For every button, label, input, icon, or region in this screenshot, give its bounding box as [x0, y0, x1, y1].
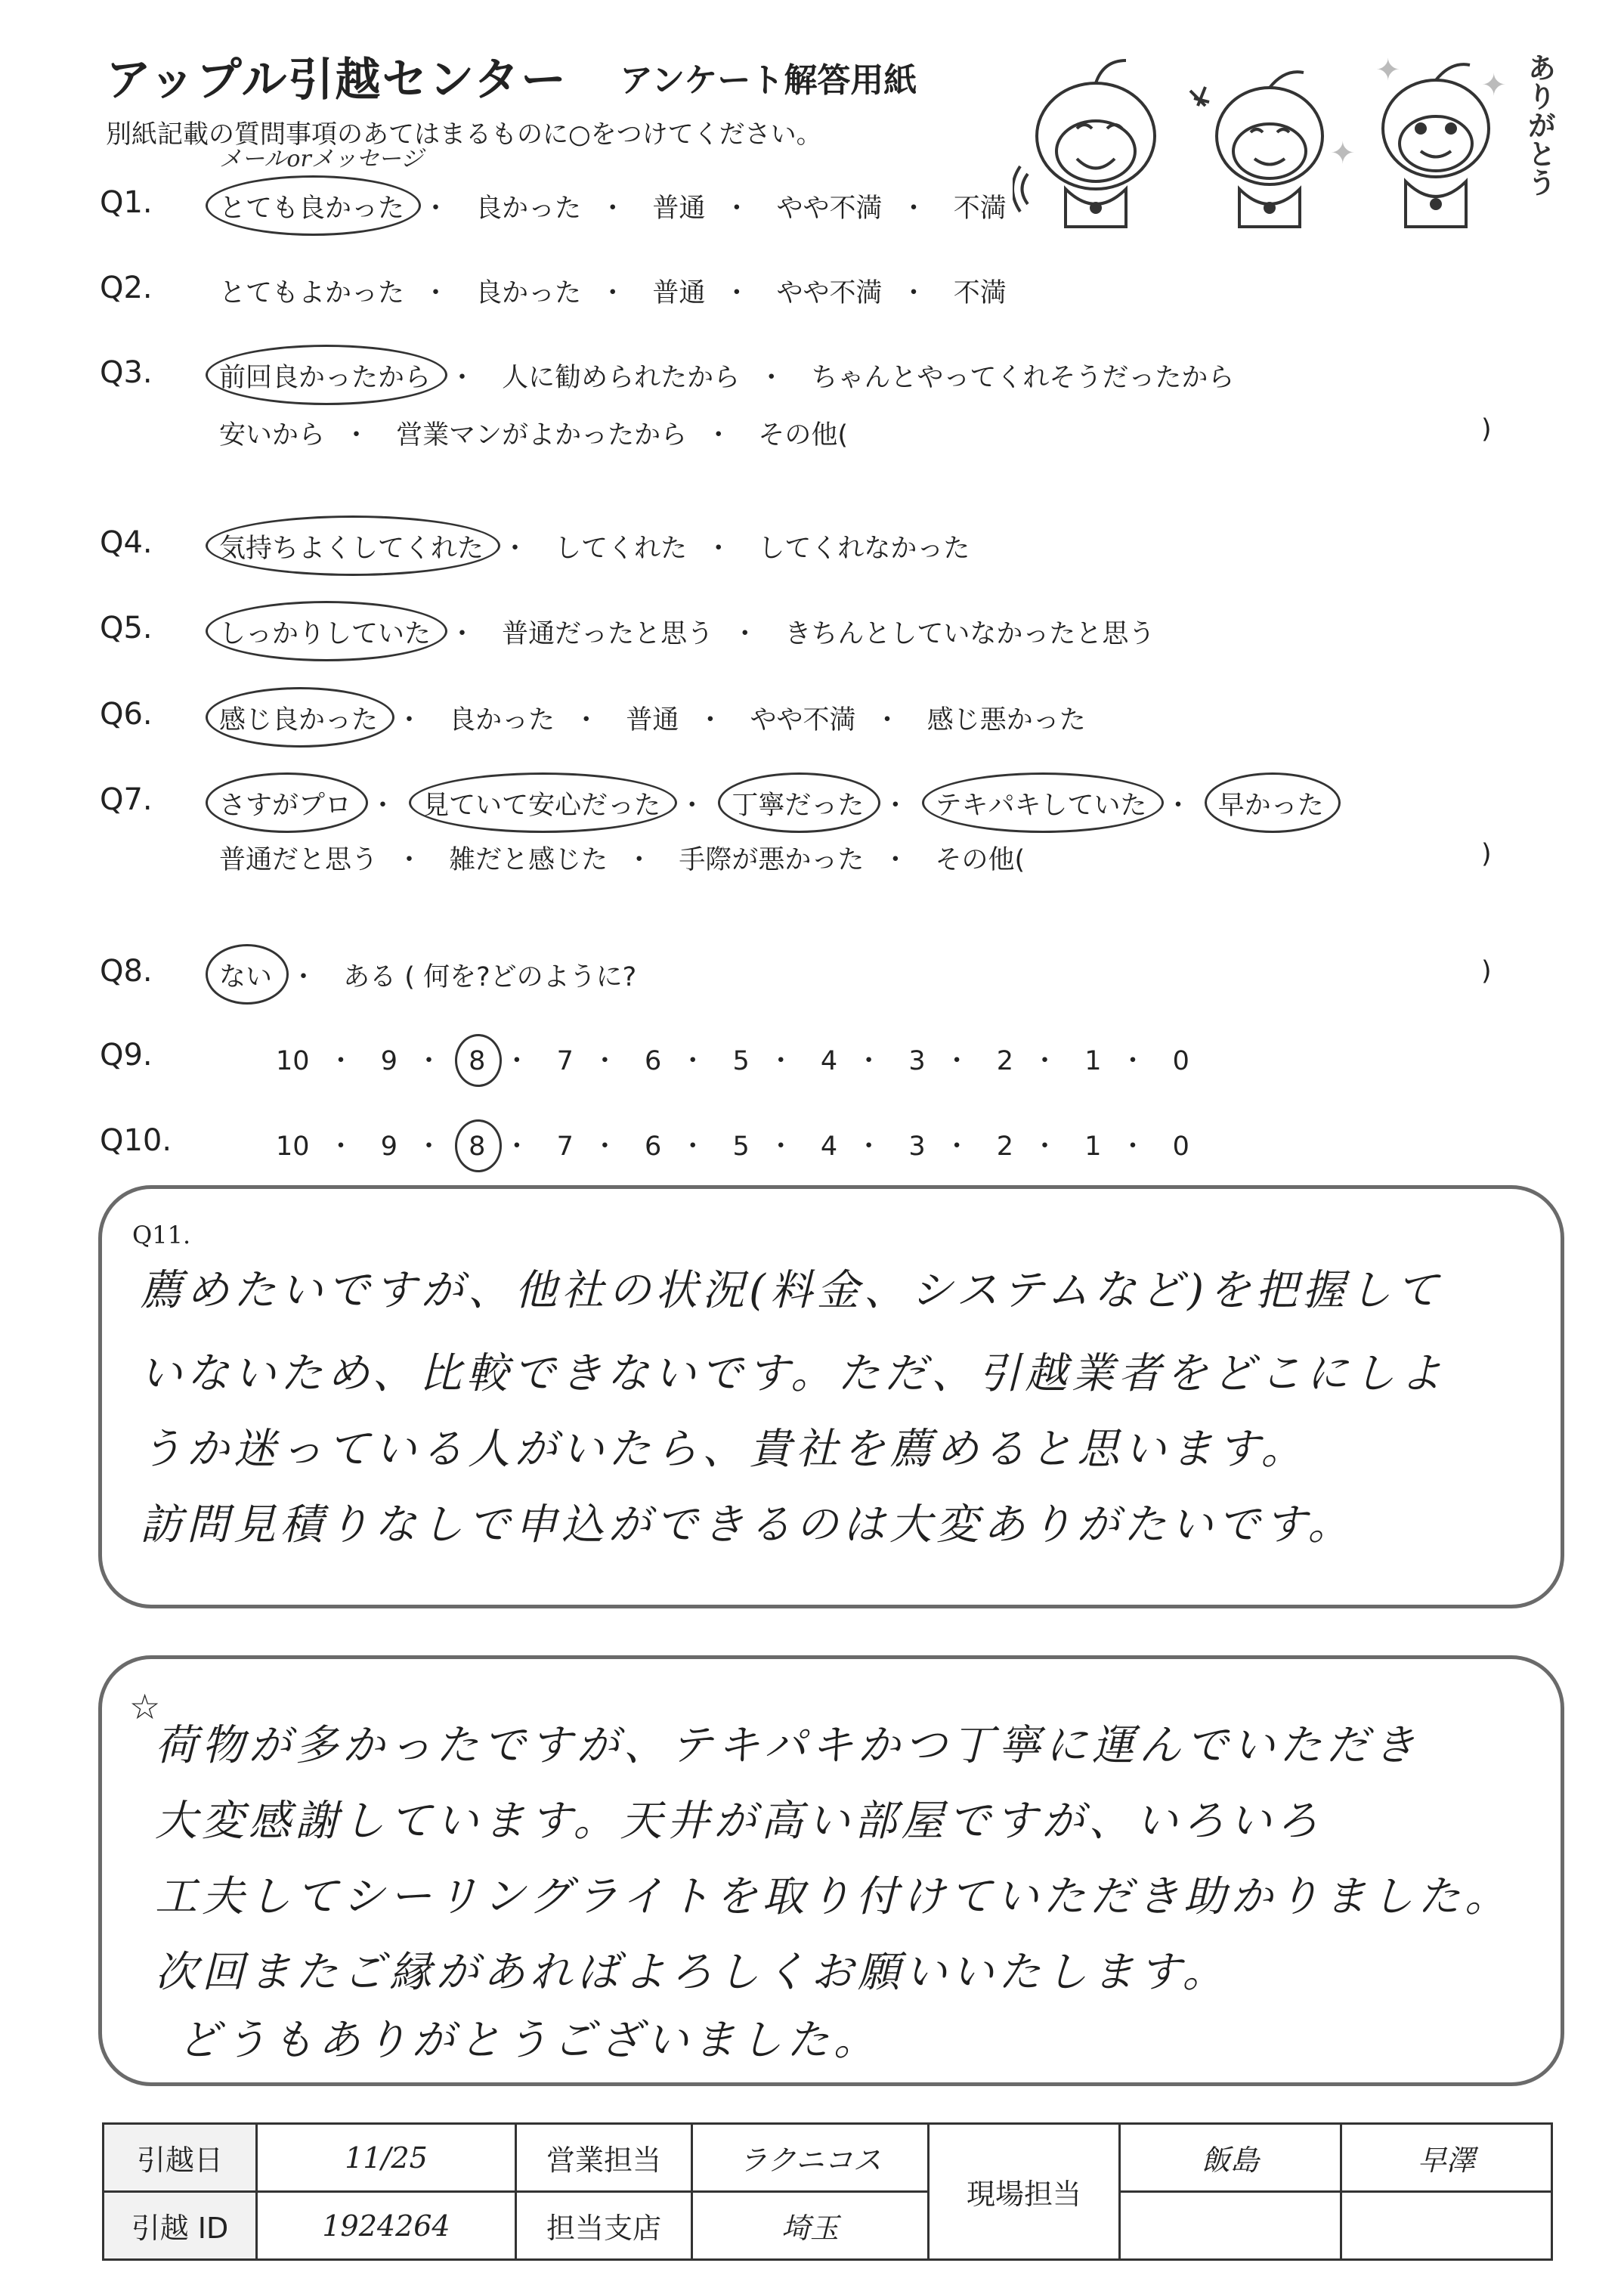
comment-line: 次回またご縁があればよろしくお願いいたします。: [155, 1948, 1230, 1997]
q3-option[interactable]: ちゃんとやってくれそうだったから: [811, 363, 1235, 393]
q9-score[interactable]: 2: [996, 1046, 1014, 1076]
q6-options: 感じ良かった ・ 良かった ・ 普通 ・ やや不満 ・ 感じ悪かった: [219, 699, 1086, 737]
q1-option[interactable]: やや不満: [776, 193, 883, 224]
q11-answer-box[interactable]: [98, 1185, 1564, 1608]
q10-score[interactable]: 10: [276, 1132, 310, 1162]
q10-score[interactable]: 9: [380, 1132, 397, 1162]
q10-scale: 10 ・ 9 ・ 8 ・ 7 ・ 6 ・ 5 ・ 4 ・ 3 ・ 2 ・ 1 ・ 0: [276, 1132, 1189, 1162]
q3-option[interactable]: 前回良かったから: [219, 357, 431, 395]
q6-option[interactable]: 感じ悪かった: [926, 705, 1086, 735]
sparkle-icon: ✦: [1375, 53, 1401, 88]
q9-score[interactable]: 4: [820, 1046, 838, 1076]
q9-score[interactable]: 7: [556, 1046, 574, 1076]
comment-line: 荷物が多かったですが、テキパキかつ丁寧に運んでいただき: [155, 1721, 1420, 1770]
instruction-text: 別紙記載の質問事項のあてはまるものに○をつけてください。: [106, 119, 822, 150]
q1-option[interactable]: 普通: [652, 193, 706, 224]
q7-option[interactable]: 早かった: [1218, 785, 1324, 822]
q5-option[interactable]: きちんとしていなかったと思う: [784, 619, 1155, 649]
q11-label: Q11.: [132, 1221, 191, 1249]
q7-option[interactable]: 手際が悪かった: [679, 845, 865, 875]
q10-score-selected[interactable]: 8: [469, 1132, 486, 1162]
q10-label: Q10.: [100, 1123, 172, 1158]
q6-option[interactable]: 良かった: [449, 705, 555, 735]
footer-info-table: [102, 2122, 1553, 2261]
branch-value[interactable]: 埼玉: [692, 2192, 929, 2260]
q4-option[interactable]: 気持ちよくしてくれた: [219, 528, 484, 565]
move-id-label: 引越 ID: [104, 2192, 257, 2260]
q6-option[interactable]: 普通: [626, 705, 679, 735]
q7-option[interactable]: 丁寧だった: [732, 785, 864, 822]
mascot-illustration: [1013, 45, 1557, 242]
sparkle-icon: ✦: [1481, 68, 1507, 103]
q7-option[interactable]: テキパキしていた: [936, 785, 1147, 822]
q1-option[interactable]: 不満: [953, 193, 1007, 224]
q6-label: Q6.: [100, 697, 153, 732]
q7-option[interactable]: 普通だと思う: [219, 845, 379, 875]
q5-option[interactable]: しっかりしていた: [219, 613, 431, 651]
q10-score[interactable]: 3: [908, 1132, 926, 1162]
q10-score[interactable]: 2: [996, 1132, 1014, 1162]
q2-option[interactable]: やや不満: [776, 278, 883, 308]
q10-score[interactable]: 0: [1172, 1132, 1189, 1162]
q3-option-other[interactable]: その他(: [758, 420, 848, 450]
q1-option[interactable]: 良かった: [475, 193, 582, 224]
q8-label: Q8.: [100, 954, 153, 989]
site-staff-1[interactable]: 飯島: [1120, 2124, 1341, 2192]
q11-line: いないため、比較できないです。ただ、引越業者をどこにしよ: [140, 1349, 1447, 1398]
q5-option[interactable]: 普通だったと思う: [502, 619, 714, 649]
q9-score-selected[interactable]: 8: [469, 1046, 486, 1076]
q7-paren-close: ): [1481, 839, 1492, 869]
q3-option[interactable]: 営業マンがよかったから: [396, 420, 688, 450]
q9-scale: 10 ・ 9 ・ 8 ・ 7 ・ 6 ・ 5 ・ 4 ・ 3 ・ 2 ・ 1 ・ 0: [276, 1046, 1189, 1076]
q9-score[interactable]: 0: [1172, 1046, 1189, 1076]
q7-options-row2: 普通だと思う ・ 雑だと感じた ・ 手際が悪かった ・ その他(: [219, 839, 1025, 877]
company-title: アップル引越センター: [106, 54, 568, 107]
move-id-value[interactable]: 1924264: [257, 2192, 516, 2260]
thanks-text: ありがとう: [1523, 53, 1556, 197]
q11-line: うか迷っている人がいたら、貴社を薦めると思います。: [140, 1425, 1308, 1474]
branch-label: 担当支店: [516, 2192, 692, 2260]
site-staff-2[interactable]: 早澤: [1341, 2124, 1552, 2192]
q7-option[interactable]: 見ていて安心だった: [422, 785, 660, 822]
q3-option[interactable]: 安いから: [219, 420, 326, 450]
sales-value[interactable]: ラクニコス: [692, 2124, 929, 2192]
q4-option[interactable]: してくれなかった: [758, 534, 970, 564]
q1-options: とても良かった ・ 良かった ・ 普通 ・ やや不満 ・ 不満: [219, 187, 1007, 225]
q2-option[interactable]: 不満: [953, 278, 1007, 308]
q1-option[interactable]: とても良かった: [219, 187, 404, 225]
sales-label: 営業担当: [516, 2124, 692, 2192]
q10-score[interactable]: 6: [645, 1132, 662, 1162]
q3-options-row2: 安いから ・ 営業マンがよかったから ・ その他(: [219, 414, 848, 452]
q7-option-other[interactable]: その他(: [935, 845, 1025, 875]
q6-option[interactable]: 感じ良かった: [219, 699, 378, 737]
q3-option[interactable]: 人に勧められたから: [502, 363, 741, 393]
comment-box[interactable]: [98, 1655, 1564, 2086]
q5-label: Q5.: [100, 611, 153, 645]
comment-line: どうもありがとうございました。: [178, 2016, 880, 2065]
q10-score[interactable]: 4: [820, 1132, 838, 1162]
q1-label: Q1.: [100, 185, 153, 220]
q11-line: 薦めたいですが、他社の状況(料金、システムなど)を把握して: [140, 1266, 1443, 1315]
site-staff-label: 現場担当: [929, 2124, 1120, 2260]
q2-option[interactable]: 普通: [652, 278, 706, 308]
q8-option[interactable]: ない: [219, 956, 272, 994]
q3-label: Q3.: [100, 355, 153, 390]
q9-score[interactable]: 5: [732, 1046, 750, 1076]
q3-options: 前回良かったから ・ 人に勧められたから ・ ちゃんとやってくれそうだったから: [219, 357, 1234, 395]
q9-score[interactable]: 1: [1084, 1046, 1102, 1076]
q8-paren-close: ): [1481, 956, 1492, 986]
q2-label: Q2.: [100, 271, 153, 305]
form-subtitle: アンケート解答用紙: [620, 61, 917, 100]
q3-paren-close: ): [1481, 414, 1492, 444]
q9-score[interactable]: 6: [645, 1046, 662, 1076]
q9-score[interactable]: 9: [380, 1046, 397, 1076]
q11-line: 訪問見積りなしで申込ができるのは大変ありがたいです。: [140, 1500, 1355, 1549]
site-staff-empty[interactable]: [1120, 2192, 1341, 2260]
q9-score[interactable]: 10: [276, 1046, 310, 1076]
q7-option[interactable]: 雑だと感じた: [449, 845, 608, 875]
q10-score[interactable]: 7: [556, 1132, 574, 1162]
q2-option[interactable]: 良かった: [475, 278, 582, 308]
q2-options: とてもよかった ・ 良かった ・ 普通 ・ やや不満 ・ 不満: [219, 272, 1007, 310]
site-staff-empty[interactable]: [1341, 2192, 1552, 2260]
q10-score[interactable]: 1: [1084, 1132, 1102, 1162]
comment-line: 工夫してシーリングライトを取り付けていただき助かりました。: [155, 1872, 1512, 1921]
q4-options: 気持ちよくしてくれた ・ してくれた ・ してくれなかった: [219, 528, 970, 565]
q4-label: Q4.: [100, 525, 153, 560]
q5-options: しっかりしていた ・ 普通だったと思う ・ きちんとしていなかったと思う: [219, 613, 1155, 651]
star-icon: ☆: [129, 1686, 161, 1727]
move-date-value[interactable]: 11/25: [257, 2124, 516, 2192]
q8-option[interactable]: ある ( 何を?どのように?: [343, 962, 637, 992]
q10-score[interactable]: 5: [732, 1132, 750, 1162]
q7-options: さすがプロ ・ 見ていて安心だった ・ 丁寧だった ・ テキパキしていた ・ 早かった: [219, 785, 1324, 822]
comment-line: 大変感謝しています。天井が高い部屋ですが、いろいろ: [155, 1797, 1323, 1846]
q7-label: Q7.: [100, 782, 153, 817]
q2-option[interactable]: とてもよかった: [219, 278, 405, 308]
q7-option[interactable]: さすがプロ: [219, 785, 351, 822]
q8-options: ない ・ ある ( 何を?どのように?: [219, 956, 636, 994]
q9-label: Q9.: [100, 1038, 153, 1073]
q4-option[interactable]: してくれた: [555, 534, 688, 564]
sparkle-icon: ✦: [1330, 136, 1356, 171]
q9-score[interactable]: 3: [908, 1046, 926, 1076]
q6-option[interactable]: やや不満: [750, 705, 856, 735]
q1-annotation: メールorメッセージ: [219, 146, 424, 172]
move-date-label: 引越日: [104, 2124, 257, 2192]
